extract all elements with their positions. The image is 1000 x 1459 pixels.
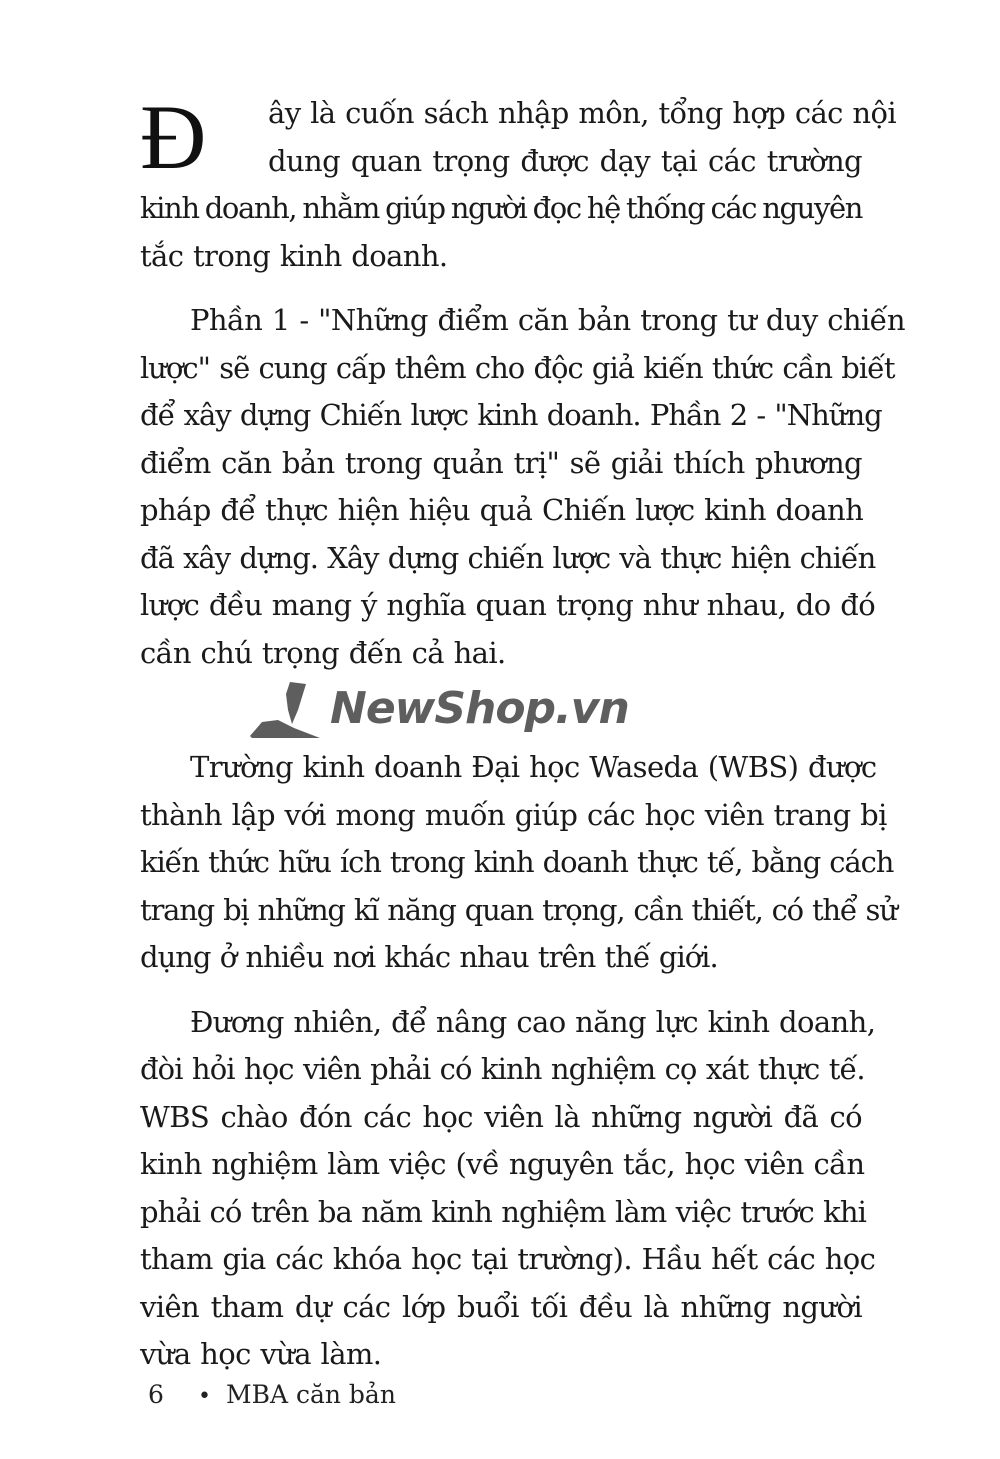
newshop-watermark: [250, 680, 770, 740]
text-line: tham gia các khóa học tại trường). Hầu hết các học: [140, 1242, 876, 1276]
text-line: viên tham dự các lớp buổi tối đều là những người: [140, 1289, 862, 1324]
watermark-text: NewShop.vn: [330, 683, 629, 734]
text-line: ây là cuốn sách nhập môn, tổng hợp các nội: [268, 96, 897, 130]
text-line: pháp để thực hiện hiệu quả Chiến lược kinh doanh: [140, 493, 864, 527]
text-line: dung quan trọng được dạy tại các trường: [268, 143, 862, 178]
page-footer: [148, 1380, 396, 1409]
paragraph-intro: [140, 90, 897, 280]
text-line: để xây dựng Chiến lược kinh doanh. Phần 2 - "Những: [140, 398, 882, 432]
text-line: tắc trong kinh doanh.: [140, 238, 448, 273]
text-line: vừa học vừa làm.: [140, 1337, 382, 1371]
text-line: trang bị những kĩ năng quan trọng, cần thiết, có thể sử: [140, 892, 897, 927]
text-line: lược đều mang ý nghĩa quan trọng như nhau, do đó: [140, 588, 876, 622]
watermark-logo-icon: [250, 680, 330, 740]
text-line: dụng ở nhiều nơi khác nhau trên thế giới.: [140, 940, 718, 974]
book-page: [140, 90, 905, 1396]
text-line: kinh doanh, nhằm giúp người đọc hệ thống các nguyên: [140, 191, 862, 225]
watermark-band: [140, 680, 862, 740]
text-line: đòi hỏi học viên phải có kinh nghiệm cọ xát thực tế.: [140, 1052, 865, 1086]
paragraph-experience: [140, 999, 876, 1379]
text-line: thành lập với mong muốn giúp các học viên trang bị: [140, 797, 887, 832]
text-line: đã xây dựng. Xây dựng chiến lược và thực hiện chiến: [140, 540, 876, 575]
text-line: kinh nghiệm làm việc (về nguyên tắc, học viên cần: [140, 1147, 865, 1181]
paragraph-wbs: [140, 744, 897, 982]
text-line: Trường kinh doanh Đại học Waseda (WBS) được: [190, 750, 877, 784]
text-line: điểm căn bản trong quản trị" sẽ giải thích phương: [140, 445, 862, 480]
bullet-icon: •: [198, 1384, 211, 1409]
text-line: phải có trên ba năm kinh nghiệm làm việc trước khi: [140, 1194, 866, 1229]
running-title: MBA căn bản: [226, 1380, 396, 1409]
text-line: lược" sẽ cung cấp thêm cho độc giả kiến thức cần biết: [140, 350, 895, 385]
text-line: WBS chào đón các học viên là những người đã có: [140, 1099, 862, 1134]
drop-cap: Đ: [140, 94, 206, 180]
text-line: kiến thức hữu ích trong kinh doanh thực tế, bằng cách: [140, 845, 894, 879]
paragraph-parts: [140, 297, 905, 677]
text-line: Đương nhiên, để nâng cao năng lực kinh doanh,: [190, 1004, 876, 1039]
text-line: Phần 1 - "Những điểm căn bản trong tư duy chiến: [190, 303, 905, 337]
page-number: 6: [148, 1380, 164, 1409]
text-line: cần chú trọng đến cả hai.: [140, 635, 506, 670]
